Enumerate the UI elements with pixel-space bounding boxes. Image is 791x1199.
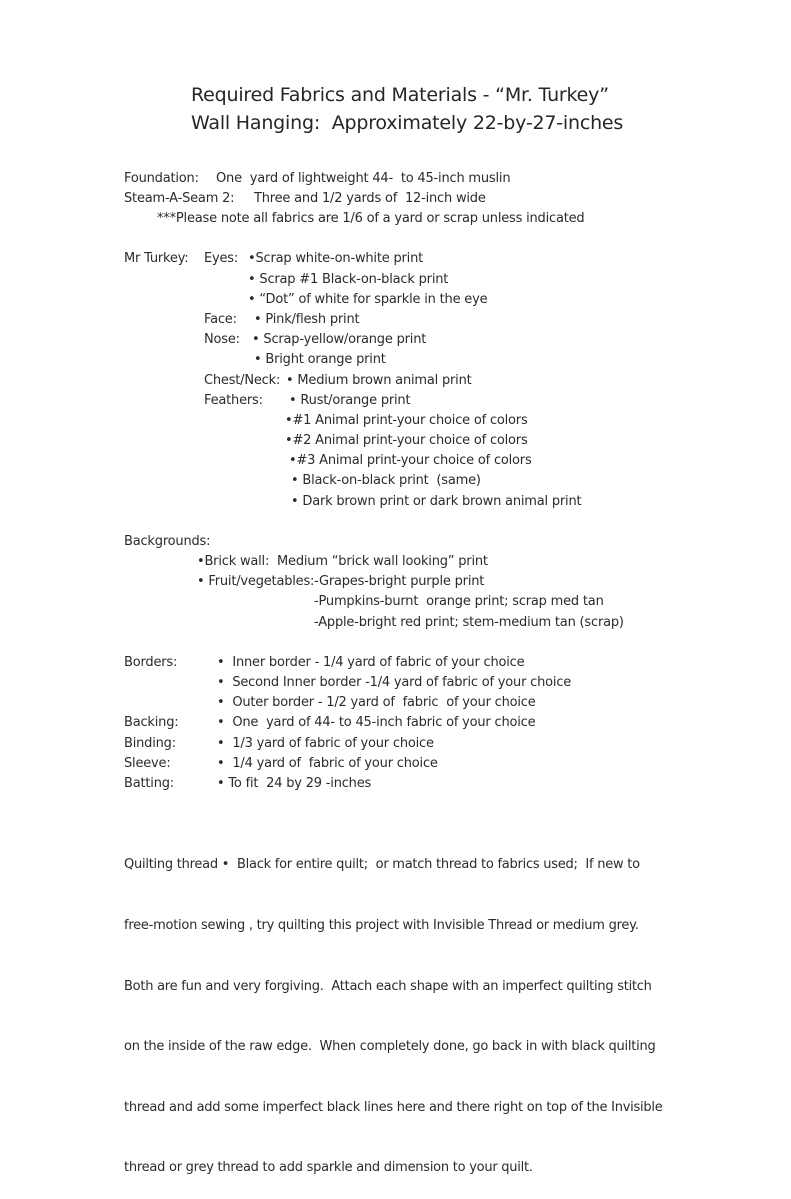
quilting-line: thread and add some imperfect black lines here and there right on top of the Invisible [124, 1099, 663, 1115]
backing-label: Backing: [124, 715, 179, 730]
quilting-line: free-motion sewing , try quilting this project with Invisible Thread or medium grey. [124, 918, 639, 934]
fruit-item: -Pumpkins-burnt orange print; scrap med tan [314, 594, 604, 609]
chest-neck-label: Chest/Neck: [204, 373, 281, 388]
feathers-item: •#2 Animal print-your choice of colors [285, 433, 528, 448]
eyes-item: • “Dot” of white for sparkle in the eye [248, 292, 488, 307]
foundation-label: Foundation: [124, 171, 199, 186]
backing-item: • One yard of 44- to 45-inch fabric of your choice [217, 715, 536, 730]
borders-label: Borders: [124, 655, 178, 670]
borders-item: • Second Inner border -1/4 yard of fabric of your choice [217, 675, 572, 690]
backgrounds-label: Backgrounds: [124, 534, 211, 549]
eyes-item: •Scrap white-on-white print [248, 251, 424, 266]
feathers-item: •#3 Animal print-your choice of colors [289, 453, 532, 468]
batting-label: Batting: [124, 776, 174, 791]
feathers-item: • Rust/orange print [289, 393, 411, 408]
borders-item: • Inner border - 1/4 yard of fabric of your choice [217, 655, 525, 670]
brick-wall-item: •Brick wall: Medium “brick wall looking” print [197, 554, 488, 569]
face-item: • Pink/flesh print [254, 312, 360, 327]
nose-item: • Bright orange print [254, 352, 386, 367]
mr-turkey-label: Mr Turkey: [124, 251, 189, 266]
feathers-item: • Black-on-black print (same) [291, 473, 481, 488]
feathers-item: • Dark brown print or dark brown animal print [291, 494, 582, 509]
binding-label: Binding: [124, 736, 176, 751]
quilting-paragraph [124, 815, 663, 1199]
fabric-note: ***Please note all fabrics are 1/6 of a yard or scrap unless indicated [157, 211, 585, 226]
face-label: Face: [204, 312, 237, 327]
foundation-value: One yard of lightweight 44- to 45-inch muslin [216, 171, 511, 186]
borders-item: • Outer border - 1/2 yard of fabric of your choice [217, 695, 536, 710]
steam-a-seam-value: Three and 1/2 yards of 12-inch wide [254, 191, 486, 206]
batting-item: • To fit 24 by 29 -inches [217, 776, 372, 791]
feathers-item: •#1 Animal print-your choice of colors [285, 413, 528, 428]
chest-neck-item: • Medium brown animal print [286, 373, 472, 388]
binding-item: • 1/3 yard of fabric of your choice [217, 736, 434, 751]
eyes-item: • Scrap #1 Black-on-black print [248, 272, 449, 287]
title-line-2: Wall Hanging: Approximately 22-by-27-inches [191, 112, 624, 134]
sleeve-item: • 1/4 yard of fabric of your choice [217, 756, 438, 771]
title-line-1: Required Fabrics and Materials - “Mr. Turkey” [191, 84, 609, 106]
nose-label: Nose: [204, 332, 240, 347]
quilting-line: Quilting thread • Black for entire quilt; or match thread to fabrics used; If new to [124, 857, 640, 873]
quilting-line: on the inside of the raw edge. When completely done, go back in with black quilting [124, 1039, 656, 1055]
sleeve-label: Sleeve: [124, 756, 171, 771]
quilting-line: thread or grey thread to add sparkle and dimension to your quilt. [124, 1160, 533, 1176]
feathers-label: Feathers: [204, 393, 263, 408]
nose-item: • Scrap-yellow/orange print [252, 332, 427, 347]
fruit-item: -Grapes-bright purple print [314, 574, 485, 589]
quilting-line: Both are fun and very forgiving. Attach each shape with an imperfect quilting stitch [124, 978, 652, 994]
steam-a-seam-label: Steam-A-Seam 2: [124, 191, 235, 206]
fruit-item: -Apple-bright red print; stem-medium tan (scrap) [314, 615, 624, 630]
fruit-vegetables-label: • Fruit/vegetables: [197, 574, 315, 589]
eyes-label: Eyes: [204, 251, 239, 266]
